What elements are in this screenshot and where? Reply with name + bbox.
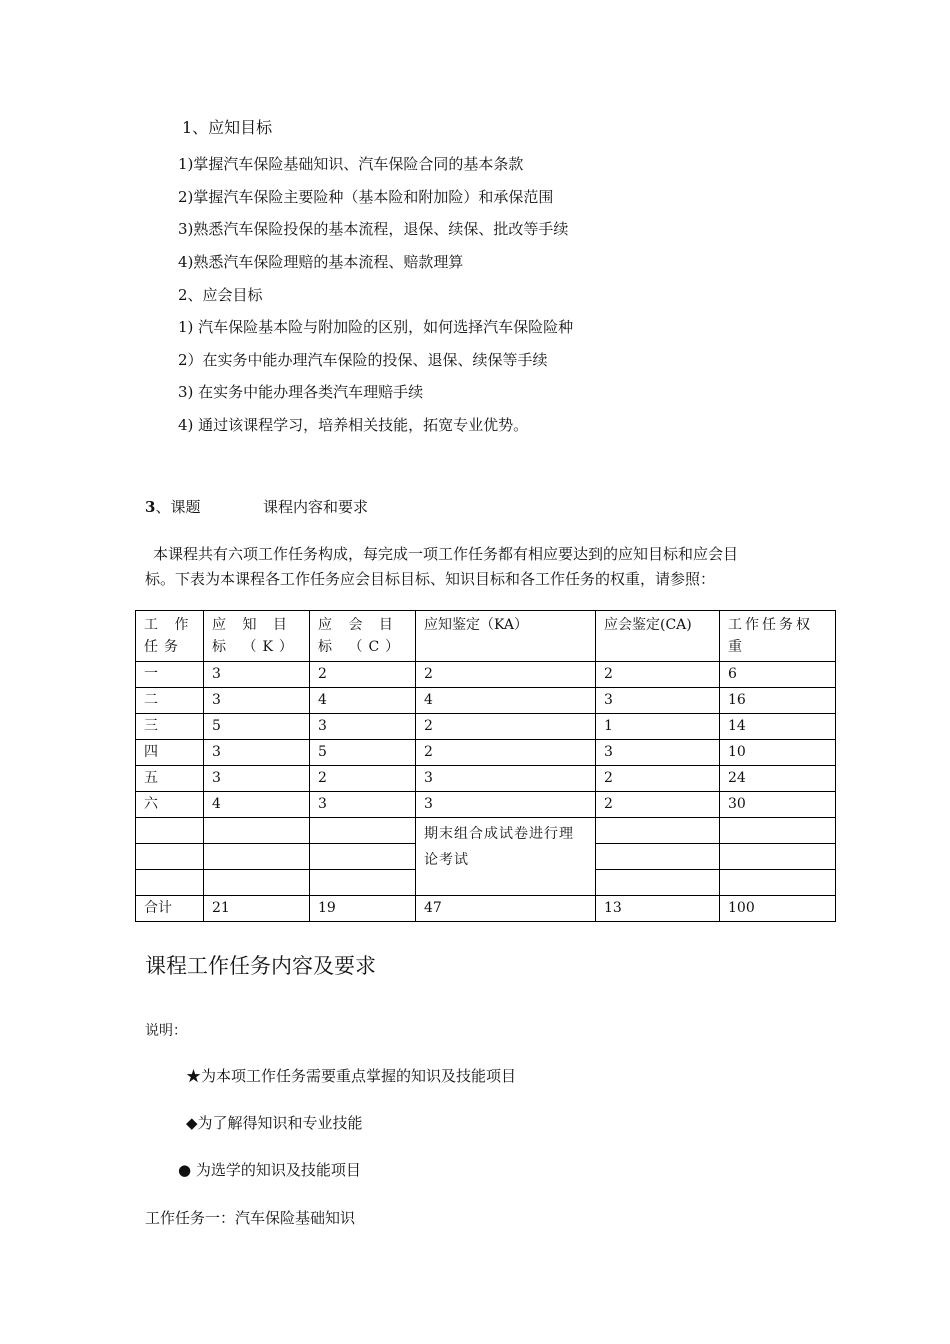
- header-skill-goal: 应 会 目 标 （C）: [310, 611, 416, 662]
- table-cell: 10: [720, 740, 836, 766]
- section-heading-topic: [145, 496, 200, 517]
- table-cell: 100: [720, 896, 836, 922]
- table-cell: [720, 818, 836, 844]
- header-task-weight: 工作任务权重: [720, 611, 836, 662]
- table-cell: 2: [310, 766, 416, 792]
- task-weight-table: [135, 610, 836, 922]
- table-total-row: [136, 896, 836, 922]
- table-row-blank: [136, 818, 836, 844]
- table-row: [136, 662, 836, 688]
- task1-heading: 工作任务一：汽车保险基础知识: [145, 1209, 356, 1227]
- table-cell: 五: [136, 766, 204, 792]
- table-header-row: [136, 611, 836, 662]
- section-heading-skills: 2、应会目标: [178, 286, 263, 304]
- table-cell: 16: [720, 688, 836, 714]
- table-cell: [720, 844, 836, 870]
- table-cell: 2: [416, 714, 596, 740]
- table-cell: 14: [720, 714, 836, 740]
- skills-item-2: 2）在实务中能办理汽车保险的投保、退保、续保等手续: [178, 351, 548, 369]
- header-task: 工 作 任务: [136, 611, 204, 662]
- table-cell: 2: [310, 662, 416, 688]
- knowledge-item-2: 2)掌握汽车保险主要险种（基本险和附加险）和承保范围: [178, 188, 554, 206]
- table-cell: 21: [204, 896, 310, 922]
- table-row: [136, 740, 836, 766]
- table-cell: 3: [204, 662, 310, 688]
- intro-line-2: 标。下表为本课程各工作任务应会目标目标、知识目标和各工作任务的权重，请参照：: [145, 570, 716, 588]
- table-cell: 3: [596, 740, 720, 766]
- table-cell: [310, 818, 416, 844]
- intro-line-1: 本课程共有六项工作任务构成，每完成一项工作任务都有相应要达到的应知目标和应会目: [153, 545, 739, 563]
- table-cell: 5: [310, 740, 416, 766]
- legend-star-item: ★为本项工作任务需要重点掌握的知识及技能项目: [186, 1067, 517, 1085]
- table-cell: 3: [310, 714, 416, 740]
- table-cell: 4: [416, 688, 596, 714]
- table-cell: [136, 844, 204, 870]
- table-cell: [136, 870, 204, 896]
- table-cell: 2: [416, 662, 596, 688]
- table-cell: [596, 844, 720, 870]
- section-heading-knowledge: 1、应知目标: [182, 118, 273, 137]
- knowledge-item-1: 1)掌握汽车保险基础知识、汽车保险合同的基本条款: [178, 155, 524, 173]
- legend-diamond-item: ◆为了解得知识和专业技能: [186, 1114, 363, 1132]
- table-cell: [720, 870, 836, 896]
- table-cell: [310, 844, 416, 870]
- table-row: [136, 688, 836, 714]
- section-title: 课程内容和要求: [263, 498, 369, 516]
- knowledge-item-3: 3)熟悉汽车保险投保的基本流程，退保、续保、批改等手续: [178, 220, 569, 238]
- table-cell: 2: [596, 766, 720, 792]
- table-cell: 2: [416, 740, 596, 766]
- table-cell: [136, 818, 204, 844]
- table-cell: 3: [204, 688, 310, 714]
- knowledge-item-4: 4)熟悉汽车保险理赔的基本流程、赔款理算: [178, 253, 464, 271]
- table-cell: 2: [596, 662, 720, 688]
- table-cell: 4: [204, 792, 310, 818]
- table-cell: 4: [310, 688, 416, 714]
- table-cell: 3: [310, 792, 416, 818]
- table-cell: 3: [416, 792, 596, 818]
- table-cell: 四: [136, 740, 204, 766]
- table-cell: 30: [720, 792, 836, 818]
- table-cell: 13: [596, 896, 720, 922]
- skills-item-4: 4) 通过该课程学习，培养相关技能，拓宽专业优势。: [178, 416, 529, 434]
- legend-circle-item: ● 为选学的知识及技能项目: [178, 1161, 361, 1179]
- table-cell: 二: [136, 688, 204, 714]
- table-cell: [204, 818, 310, 844]
- table-cell: 6: [720, 662, 836, 688]
- table-cell: 三: [136, 714, 204, 740]
- table-cell: 3: [204, 740, 310, 766]
- section-label: 、课题: [155, 498, 201, 516]
- table-cell: 3: [416, 766, 596, 792]
- table-cell: 一: [136, 662, 204, 688]
- section-number: 3: [145, 498, 156, 516]
- header-knowledge-assessment: 应知鉴定（KA）: [416, 611, 596, 662]
- table-cell: 24: [720, 766, 836, 792]
- table-cell: [204, 870, 310, 896]
- table-cell: [596, 870, 720, 896]
- table-cell: [596, 818, 720, 844]
- note-label: 说明：: [145, 1023, 187, 1039]
- table-row: [136, 766, 836, 792]
- skills-item-1: 1) 汽车保险基本险与附加险的区别，如何选择汽车保险险种: [178, 318, 574, 336]
- table-cell: 合计: [136, 896, 204, 922]
- exam-note-cell: 期末组合成试卷进行理论考试: [416, 818, 596, 896]
- table-cell: [310, 870, 416, 896]
- content-section-title: 课程工作任务内容及要求: [145, 954, 376, 978]
- table-row: [136, 792, 836, 818]
- table-row: [136, 714, 836, 740]
- table-cell: [204, 844, 310, 870]
- table-cell: 2: [596, 792, 720, 818]
- table-cell: 3: [204, 766, 310, 792]
- table-cell: 六: [136, 792, 204, 818]
- header-skill-assessment: 应会鉴定(CA): [596, 611, 720, 662]
- table-cell: 1: [596, 714, 720, 740]
- skills-item-3: 3) 在实务中能办理各类汽车理赔手续: [178, 383, 424, 401]
- header-knowledge-goal: 应 知 目 标 （K）: [204, 611, 310, 662]
- table-cell: 19: [310, 896, 416, 922]
- table-cell: 47: [416, 896, 596, 922]
- table-cell: 5: [204, 714, 310, 740]
- table-cell: 3: [596, 688, 720, 714]
